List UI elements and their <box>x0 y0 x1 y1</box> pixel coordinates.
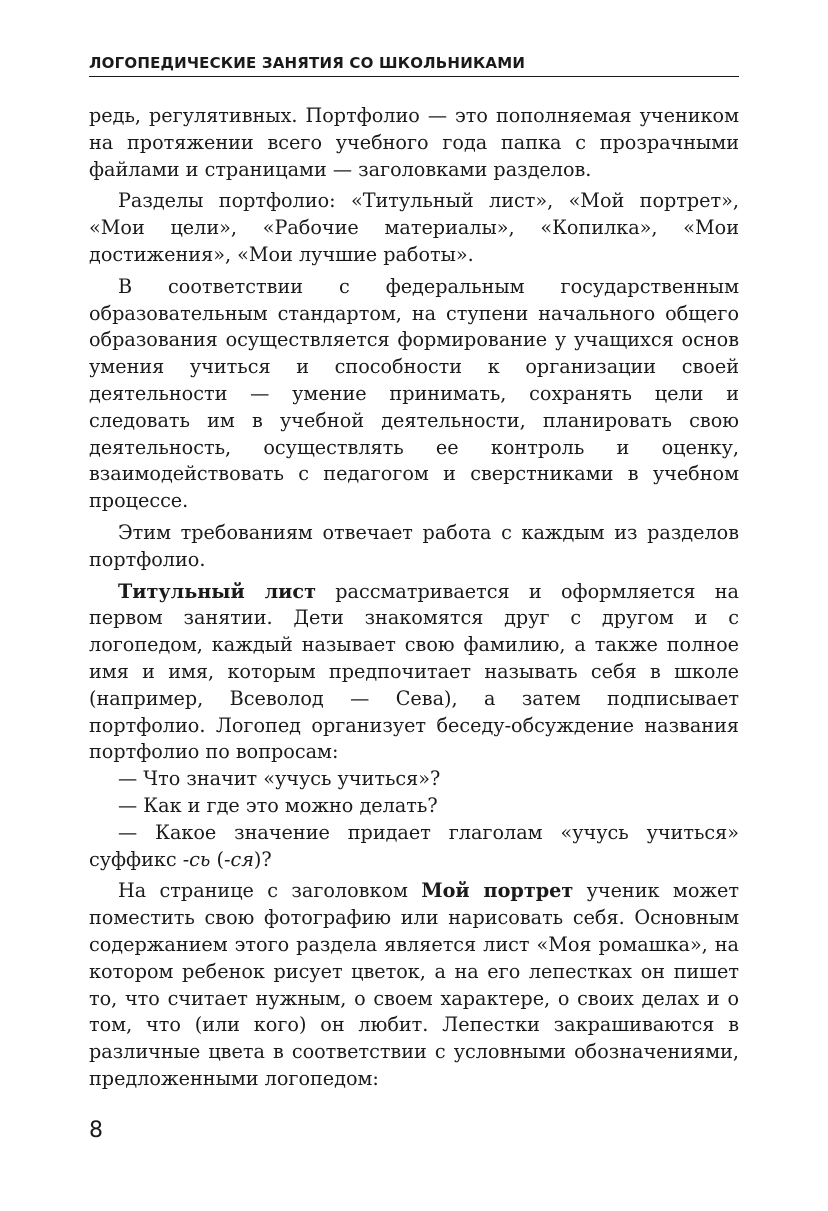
question-2: — Как и где это можно делать? <box>118 793 438 817</box>
question-3-end: )? <box>253 847 272 871</box>
question-3 <box>89 820 739 874</box>
question-3-text: — Какое значение придает глаголам «учусь учиться» суффикс <box>89 820 739 871</box>
question-3-paren-open: ( <box>210 847 224 871</box>
running-head: ЛОГОПЕДИЧЕСКИЕ ЗАНЯТИЯ СО ШКОЛЬНИКАМИ <box>89 54 739 77</box>
page-number: 8 <box>89 1118 103 1143</box>
term-title-page: Титульный лист <box>118 579 316 603</box>
paragraph-3: В соответствии с федеральным государственным образовательным стандартом, на ступени начального общего образования осуществляется формирование у учащихся основ умения учиться и способности к организации своей деятельности — умение принимать, сохранять цели и следовать им в учебной деятельности, планировать свою деятельность, осуществлять ее контроль и оценку, взаимодействовать с педагогом и сверстниками в учебном процессе. <box>89 274 739 513</box>
paragraph-1: редь, регулятивных. Портфолио — это пополняемая учеником на протяжении всего учебного года папка с прозрачными файлами и страницами — заголовками разделов. <box>89 104 739 181</box>
paragraph-4: Этим требованиям отвечает работа с каждым из разделов портфолио. <box>89 520 739 571</box>
term-my-portrait: Мой портрет <box>421 879 574 903</box>
paragraph-5-text: рассматривается и оформляется на первом занятии. Дети знакомятся друг с другом и с логопедом, каждый называет свою фамилию, а также полное имя и имя, которым предпочитает называть себя в школе (например, Всеволод — Сева), а затем подписывает портфолио. Логопед организует беседу-обсуждение названия портфолио по вопросам: <box>89 579 739 764</box>
paragraph-5 <box>89 579 739 767</box>
question-1: — Что значит «учусь учиться»? <box>118 767 441 791</box>
paragraph-2: Разделы портфолио: «Титульный лист», «Мой портрет», «Мои цели», «Рабочие материалы», «Копилка», «Мои достижения», «Мои лучшие работы». <box>89 189 739 266</box>
suffix-sj: -сь <box>182 847 211 871</box>
suffix-sya: -ся <box>223 847 254 871</box>
paragraph-6 <box>89 878 739 1092</box>
body-text <box>89 103 739 1093</box>
paragraph-6-start: На странице с заголовком <box>118 879 422 903</box>
paragraph-6-text: ученик может поместить свою фотографию или нарисовать себя. Основным содержанием этого раздела является лист «Моя ромашка», на котором ребенок рисует цветок, а на его лепестках он пишет то, что считает нужным, о своем характере, о своих делах и о том, что (или кого) он любит. Лепестки закрашиваются в различные цвета в соответствии с условными обозначениями, предложенными логопедом: <box>89 879 739 1090</box>
book-page <box>89 54 739 1093</box>
